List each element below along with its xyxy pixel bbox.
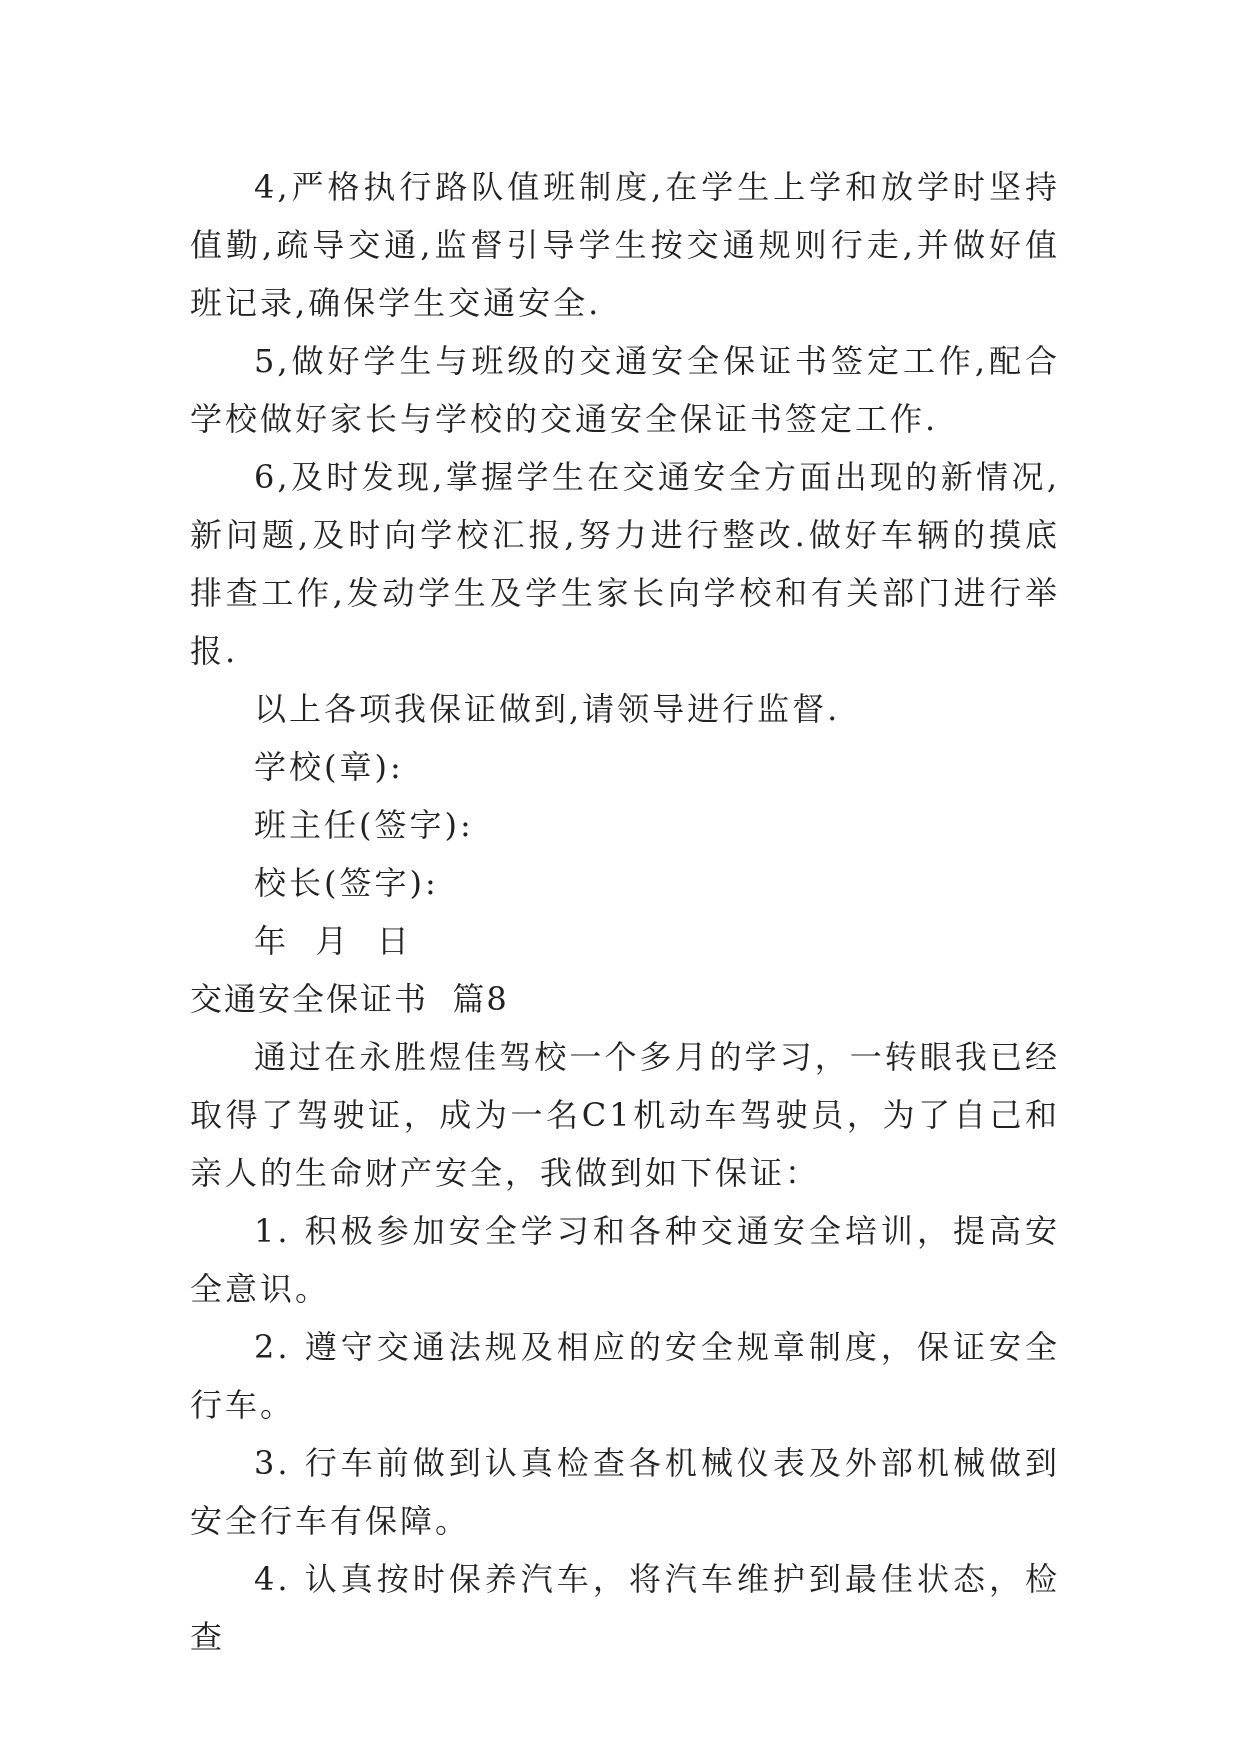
school-seal-line: 学校(章): xyxy=(254,748,404,786)
paragraph-pledge-3: 3. 行车前做到认真检查各机械仪表及外部机械做到安全行车有保障。 xyxy=(190,1444,1060,1540)
paragraph-pledge-4: 4. 认真按时保养汽车，将汽车维护到最佳状态，检查 xyxy=(190,1560,1060,1656)
principal-signature-line: 校长(签字): xyxy=(254,864,439,902)
paragraph-pledge-2: 2. 遵守交通法规及相应的安全规章制度，保证安全行车。 xyxy=(190,1328,1060,1424)
paragraph-item-6: 6,及时发现,掌握学生在交通安全方面出现的新情况,新问题,及时向学校汇报,努力进行整改.做好车辆的摸底排查工作,发动学生及学生家长向学校和有关部门进行举报. xyxy=(190,458,1060,670)
class-teacher-signature-line: 班主任(签字): xyxy=(254,806,474,844)
paragraph-pledge-1: 1. 积极参加安全学习和各种交通安全培训，提高安全意识。 xyxy=(190,1212,1060,1308)
paragraph-item-5: 5,做好学生与班级的交通安全保证书签定工作,配合学校做好家长与学校的交通安全保证书签定工作. xyxy=(190,342,1060,438)
paragraph-guarantee-statement: 以上各项我保证做到,请领导进行监督. xyxy=(254,690,841,728)
section-heading: 交通安全保证书 篇8 xyxy=(190,980,509,1018)
paragraph-intro: 通过在永胜煜佳驾校一个多月的学习，一转眼我已经取得了驾驶证，成为一名C1机动车驾驶员，为了自己和亲人的生命财产安全，我做到如下保证： xyxy=(190,1038,1060,1192)
paragraph-item-4: 4,严格执行路队值班制度,在学生上学和放学时坚持值勤,疏导交通,监督引导学生按交通规则行走,并做好值班记录,确保学生交通安全. xyxy=(190,168,1060,322)
document-body xyxy=(190,158,1060,1666)
date-line: 年 月 日 xyxy=(254,922,412,960)
